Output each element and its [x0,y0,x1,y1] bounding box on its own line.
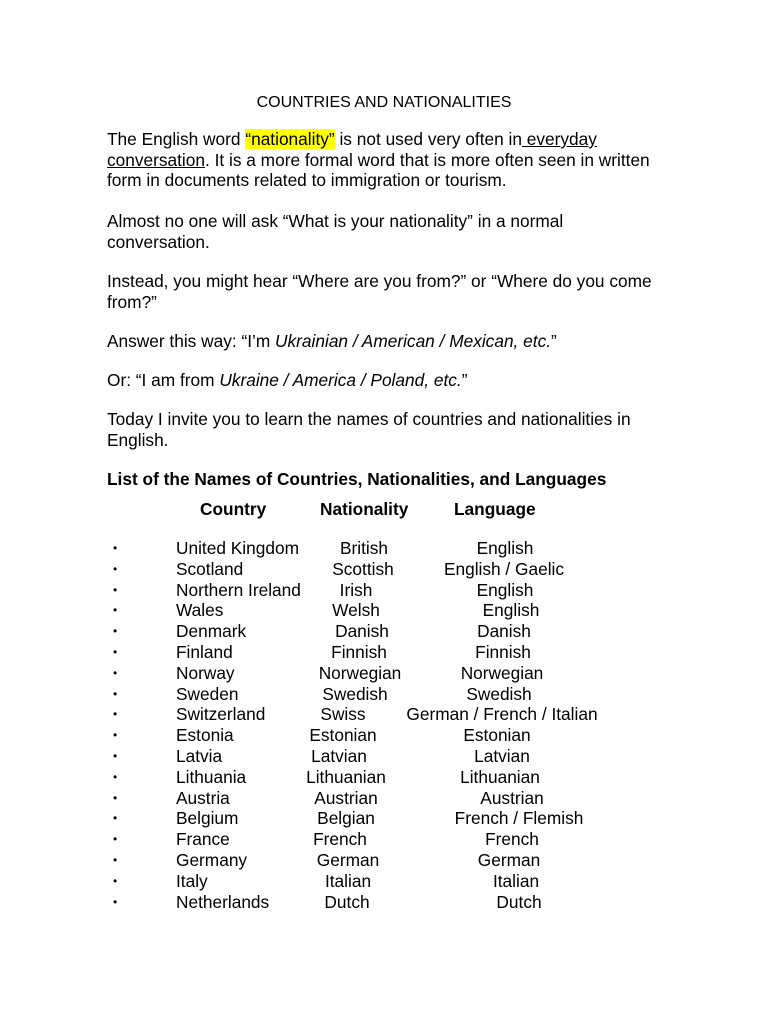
language-cell: Austrian [480,787,544,808]
nationality-cell: Finnish [331,642,387,662]
country-cell: Italy [176,870,208,891]
language-cell: Italian [492,870,540,891]
nationality-cell: German [316,850,380,870]
table-row [0,559,768,580]
country-cell: Austria [176,787,230,808]
bullet-icon: • [113,541,118,555]
nationality-cell: Dutch [324,891,370,912]
country-cell: United Kingdom [176,538,299,558]
column-header-country: Country [200,499,267,519]
bullet-icon: • [113,894,118,909]
bullet-icon: • [113,561,118,576]
table-row [0,704,768,725]
table-row [0,600,768,621]
table-row [0,642,768,663]
bullet-icon: • [113,645,118,659]
table-row [0,538,768,559]
or-text-a: Or: “I am from [107,370,220,390]
nationality-cell: French [313,829,367,850]
table-row [0,746,768,767]
table-row [0,684,768,705]
language-cell: English [476,538,534,558]
table-row [0,871,768,892]
country-cell: Switzerland [176,704,266,725]
nationality-cell: Scottish [332,558,394,579]
intro-text-1a: The English word [107,129,246,149]
intro-paragraph-5 [107,370,667,391]
language-cell: English [476,579,534,600]
country-cell: Latvia [176,746,223,766]
column-header-language: Language [454,499,536,519]
bullet-icon: • [113,582,118,597]
intro-paragraph-3: Instead, you might hear “Where are you from?” or “Where do you come from?” [107,271,652,312]
nationality-cell: Welsh [332,600,380,621]
language-cell: French / Flemish [454,808,584,829]
country-cell: Germany [176,850,248,870]
table-row [0,663,768,684]
nationality-cell: Italian [324,870,372,891]
language-cell: Latvian [474,746,530,766]
or-examples: Ukraine / America / Poland, etc. [219,370,462,390]
language-cell: Finnish [475,642,531,662]
country-cell: France [176,829,230,850]
list-heading: List of the Names of Countries, Nationalities, and Languages [107,469,607,489]
country-cell: Sweden [176,683,239,704]
table-row [0,767,768,788]
bullet-icon: • [113,624,118,639]
table-row [0,850,768,871]
bullet-icon: • [113,749,118,763]
intro-text-1b: is not used very often in [334,129,522,149]
bullet-icon: • [113,728,118,743]
nationality-cell: Swedish [322,683,388,704]
intro-paragraph-1 [107,129,667,191]
nationality-cell: Belgian [317,808,375,829]
table-row [0,621,768,642]
country-cell: Wales [176,600,224,621]
nationality-cell: Lithuanian [306,766,386,787]
language-cell: Danish [477,621,531,642]
language-cell: Norwegian [460,662,544,683]
bullet-icon: • [113,769,118,784]
answer-text-b: ” [551,331,557,351]
nationality-cell: Latvian [311,746,367,766]
table-row [0,580,768,601]
bullet-icon: • [113,832,118,847]
language-cell: German [477,850,541,870]
intro-paragraph-6: Today I invite you to learn the names of countries and nationalities in English. [107,409,631,450]
country-cell: Northern Ireland [176,579,301,600]
country-cell: Norway [176,662,235,683]
language-cell: Lithuanian [460,766,540,787]
language-cell: Estonian [463,725,531,746]
bullet-icon: • [113,873,118,888]
bullet-icon: • [113,811,118,826]
bullet-icon: • [113,603,118,618]
language-cell: German / French / Italian [406,704,598,725]
country-cell: Scotland [176,558,244,579]
column-header-nationality: Nationality [320,499,409,519]
language-cell: Dutch [496,891,542,912]
intro-text-1c: . It is a more formal word that is more often seen in written form in documents related to immigration or tourism. [107,149,650,191]
country-cell: Estonia [176,725,234,746]
country-cell: Netherlands [176,891,270,912]
nationality-cell: British [339,538,388,558]
language-cell: French [485,829,539,850]
nationality-cell: Norwegian [318,662,402,683]
table-row [0,892,768,913]
table-row [0,725,768,746]
answer-examples: Ukrainian / American / Mexican, etc. [275,331,552,351]
nationality-cell: Swiss [320,704,366,725]
nationality-cell: Irish [339,579,373,600]
language-cell: English / Gaelic [443,558,565,579]
everyday-conversation-link[interactable]: everyday conversation [107,129,597,170]
table-row [0,788,768,809]
nationality-cell: Danish [335,621,389,642]
bullet-icon: • [113,665,118,680]
country-cell: Denmark [176,621,247,642]
document-title: COUNTRIES AND NATIONALITIES [256,94,512,111]
table-row [0,829,768,850]
bullet-icon: • [113,853,118,867]
bullet-icon: • [113,790,118,805]
country-cell: Finland [176,642,233,662]
country-cell: Belgium [176,808,239,829]
table-row [0,808,768,829]
intro-paragraph-2: Almost no one will ask “What is your nationality” in a normal conversation. [107,211,564,252]
bullet-icon: • [113,686,118,701]
bullet-icon: • [113,707,118,722]
nationality-cell: Estonian [309,725,377,746]
country-cell: Lithuania [176,766,247,787]
answer-text-a: Answer this way: “I’m [107,331,276,351]
language-cell: English [482,600,540,621]
language-cell: Swedish [466,683,532,704]
or-text-b: ” [461,370,468,390]
highlighted-word: “nationality” [245,129,335,149]
intro-paragraph-4 [107,331,667,352]
nationality-cell: Austrian [314,787,378,808]
